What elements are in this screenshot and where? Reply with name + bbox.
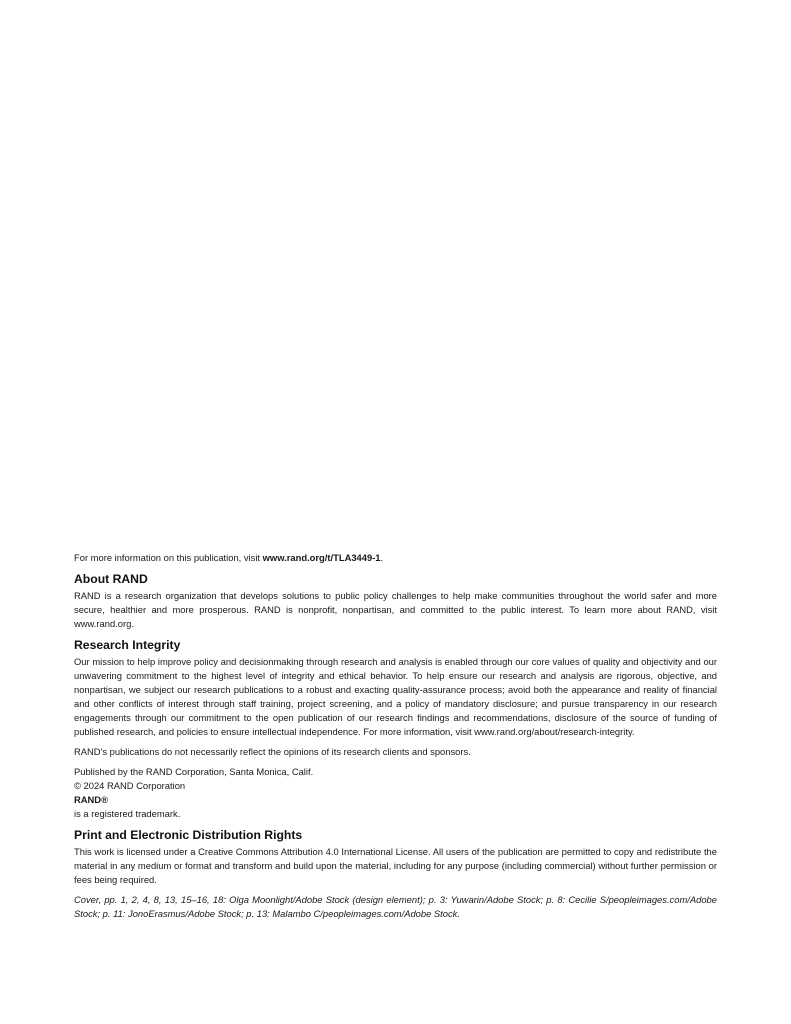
rights-heading: Print and Electronic Distribution Rights [74,828,303,842]
trademark-text: is a registered trademark. [74,808,181,819]
publisher-info [74,765,717,821]
image-credits: Cover, pp. 1, 2, 4, 8, 13, 15–16, 18: Olga Moonlight/Adobe Stock (design element); p. 3: Yuwarin/Adobe Stock; p. 8: Cecilie S/peopleimages.com/Adobe Stock; p. 11: JonoErasmus/Adobe Stock; p. 13: Malambo C/peopleimages.com/Adobe Stock. [74,894,717,919]
integrity-body: Our mission to help improve policy and decisionmaking through research and analysis is enabled through our core values of quality and objectivity and our unwavering commitment to the highest level of integrity and ethical behavior. To help ensure our research and analysis are rigorous, objective, and nonpartisan, we subject our research publications to a robust and exacting quality-assurance process; avoid both the appearance and reality of financial and other conflicts of interest through staff training, project screening, and a policy of mandatory disclosure; and pursue transparency in our research engagements through our commitment to the open publication of our research findings and recommendations, disclosure of the source of funding of published research, and policies to ensure intellectual independence. For more information, visit www.rand.org/about/research-integrity. [74,656,717,737]
about-heading: About RAND [74,572,148,586]
copyright-line: © 2024 RAND Corporation [74,780,186,791]
copyright-page [74,551,717,921]
about-body: RAND is a research organization that develops solutions to public policy challenges to help make communities throughout the world safer and more secure, healthier and more prosperous. RAND is nonprofit, nonpartisan, and committed to the public interest. To learn more about RAND, visit www.rand.org. [74,590,717,629]
publication-link[interactable]: www.rand.org/t/TLA3449-1 [262,552,381,563]
trademark-line [74,793,717,821]
publication-info [74,551,717,565]
publication-info-suffix: . [380,552,384,563]
rights-body: This work is licensed under a Creative Commons Attribution 4.0 International License. All users of the publication are permitted to copy and redistribute the material in any medium or format and transform and build upon the material, including for any purpose (including commercial) without further permission or fees being required. [74,846,717,885]
publisher-line: Published by the RAND Corporation, Santa Monica, Calif. [74,766,314,777]
disclaimer: RAND's publications do not necessarily reflect the opinions of its research clients and sponsors. [74,746,471,757]
rand-trademark: RAND® [74,794,108,805]
publication-info-prefix: For more information on this publication, visit [74,552,263,563]
integrity-heading: Research Integrity [74,638,181,652]
